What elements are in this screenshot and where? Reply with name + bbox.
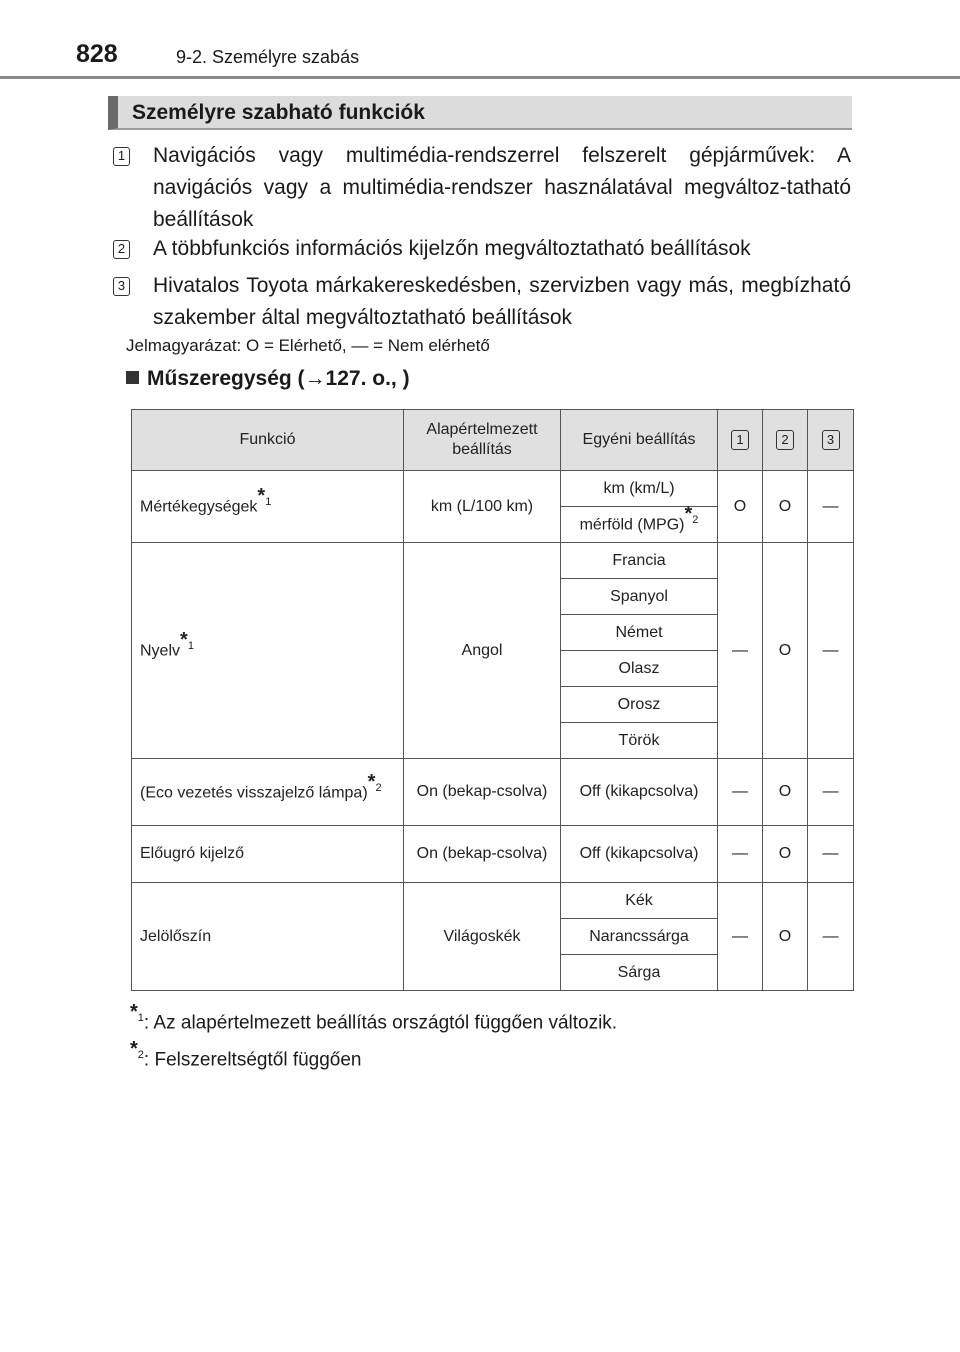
header-default: Alapértelmezett beállítás	[404, 410, 561, 471]
feature-heading-bar	[108, 96, 852, 130]
legend: Jelmagyarázat: O = Elérhető, — = Nem elérhető	[126, 336, 490, 355]
list-item-2	[113, 233, 851, 265]
subsection-heading	[126, 367, 410, 391]
table-row	[132, 471, 854, 507]
footnote-2: *$^2$: Felszereltségtől függően	[130, 1038, 362, 1071]
list-item-text: Hivatalos Toyota márkakereskedésben, szervizben vagy más, megbízható szakember által megváltoztatható beállítások	[153, 274, 851, 329]
subsection-heading-text: Műszeregység (→127. o., )	[147, 367, 410, 390]
list-item-1	[113, 140, 851, 236]
availability-cell: O	[763, 883, 808, 991]
availability-cell: O	[763, 826, 808, 883]
option-cell: Török	[561, 723, 718, 759]
number-badge-3: 3	[822, 430, 840, 450]
number-badge-1: 1	[731, 430, 749, 450]
number-badge-2: 2	[113, 240, 130, 259]
availability-cell: —	[808, 471, 854, 543]
availability-cell: O	[763, 759, 808, 826]
availability-cell: —	[718, 759, 763, 826]
function-cell: Jelölőszín	[132, 883, 404, 991]
default-cell: Angol	[404, 543, 561, 759]
option-cell: Spanyol	[561, 579, 718, 615]
header-col-1	[718, 410, 763, 471]
table-row	[132, 759, 854, 826]
availability-cell: —	[718, 826, 763, 883]
function-cell: Előugró kijelző	[132, 826, 404, 883]
availability-cell: —	[718, 543, 763, 759]
table-row	[132, 883, 854, 919]
feature-heading: Személyre szabható funkciók	[132, 101, 425, 124]
default-cell: On (bekap-csolva)	[404, 826, 561, 883]
option-cell: Francia	[561, 543, 718, 579]
page-number: 828	[76, 40, 118, 68]
option-cell: Narancssárga	[561, 919, 718, 955]
function-cell: Nyelv*$^1$	[132, 543, 404, 759]
function-cell: Mértékegységek*$^1$	[132, 471, 404, 543]
list-item-text: Navigációs vagy multimédia-rendszerrel felszerelt gépjárművek: A navigációs vagy a multimédia-rendszer használatával megváltoz-tatható beállítások	[153, 144, 851, 231]
option-cell: Kék	[561, 883, 718, 919]
list-item-text: A többfunkciós információs kijelzőn megváltoztatható beállítások	[153, 237, 751, 260]
availability-cell: —	[808, 826, 854, 883]
default-cell: Világoskék	[404, 883, 561, 991]
list-item-3	[113, 270, 851, 334]
number-badge-3: 3	[113, 277, 130, 296]
header-custom: Egyéni beállítás	[561, 410, 718, 471]
footnote-1: *$^1$: Az alapértelmezett beállítás országtól függően változik.	[130, 1001, 618, 1034]
option-cell: Olasz	[561, 651, 718, 687]
header-divider	[0, 76, 960, 79]
header-col-2	[763, 410, 808, 471]
availability-cell: —	[718, 883, 763, 991]
availability-cell: —	[808, 759, 854, 826]
header-col-3	[808, 410, 854, 471]
section-title: 9-2. Személyre szabás	[176, 47, 360, 67]
option-cell: Német	[561, 615, 718, 651]
table-header-row	[132, 410, 854, 471]
availability-cell: —	[808, 543, 854, 759]
option-cell: km (km/L)	[561, 471, 718, 507]
option-cell: Sárga	[561, 955, 718, 991]
availability-cell: —	[808, 883, 854, 991]
default-cell: On (bekap-csolva)	[404, 759, 561, 826]
availability-cell: O	[763, 543, 808, 759]
square-bullet-icon	[126, 371, 139, 384]
table-row	[132, 543, 854, 579]
option-cell: Off (kikapcsolva)	[561, 759, 718, 826]
number-badge-1: 1	[113, 147, 130, 166]
settings-table	[131, 409, 854, 991]
availability-cell: O	[718, 471, 763, 543]
option-cell: Off (kikapcsolva)	[561, 826, 718, 883]
header-function: Funkció	[132, 410, 404, 471]
function-cell: (Eco vezetés visszajelző lámpa)*$^2$	[132, 759, 404, 826]
availability-cell: O	[763, 471, 808, 543]
option-cell: Orosz	[561, 687, 718, 723]
number-badge-2: 2	[776, 430, 794, 450]
default-cell: km (L/100 km)	[404, 471, 561, 543]
table-row	[132, 826, 854, 883]
option-cell: mérföld (MPG)*$^2$	[561, 507, 718, 543]
